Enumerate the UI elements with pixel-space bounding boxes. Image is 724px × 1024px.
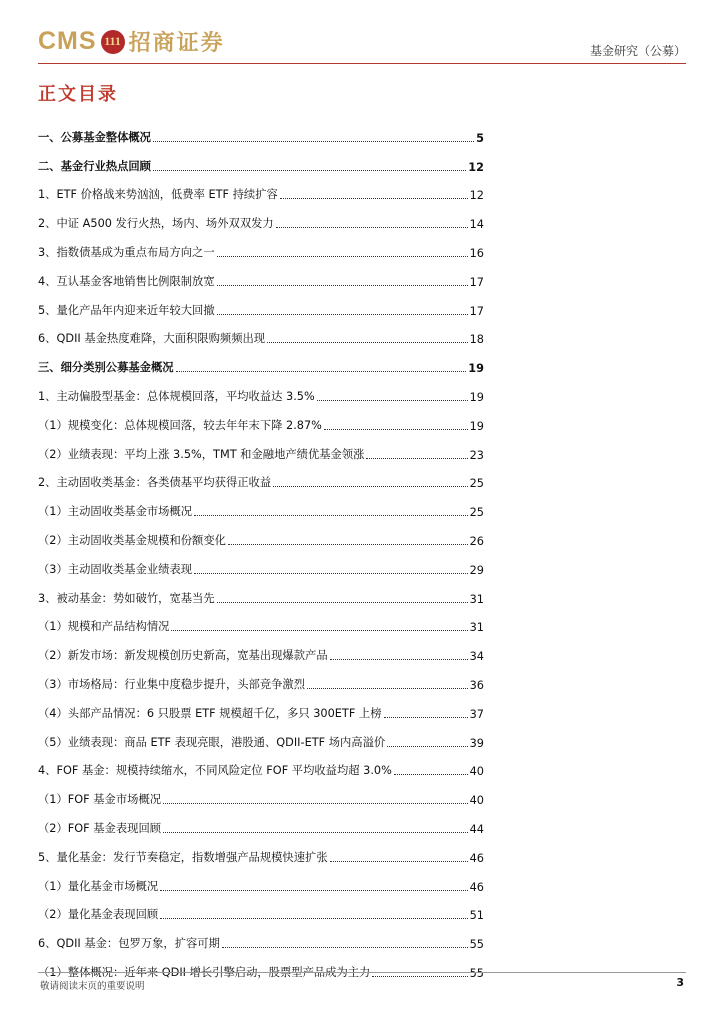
toc-entry[interactable] — [38, 721, 484, 750]
toc-leader-dots — [280, 198, 468, 199]
toc-entry-label: 5、量化基金：发行节奏稳定，指数增强产品规模快速扩张 — [38, 850, 328, 864]
toc-entry[interactable] — [38, 865, 484, 894]
toc-entry[interactable] — [38, 634, 484, 663]
toc-entry-label: 6、QDII 基金热度难降，大面积限购频频出现 — [38, 332, 266, 346]
toc-entry-label: （2）主动固收类基金规模和份额变化 — [38, 533, 226, 547]
toc-entry-label: 三、细分类别公募基金概况 — [38, 361, 174, 375]
toc-entry-page: 26 — [469, 534, 484, 548]
toc-leader-dots — [273, 486, 467, 487]
toc-leader-dots — [387, 746, 467, 747]
footer-divider — [38, 972, 686, 973]
toc-leader-dots — [330, 861, 468, 862]
page-header — [38, 22, 686, 64]
toc-entry-page: 18 — [469, 333, 484, 347]
toc-entry-label: （5）业绩表现：商品 ETF 表现亮眼，港股通、QDII-ETF 场内高溢价 — [38, 735, 386, 749]
toc-entry[interactable] — [38, 548, 484, 577]
toc-entry-page: 31 — [469, 592, 484, 606]
toc-title: 正文目录 — [38, 84, 118, 105]
toc-entry[interactable] — [38, 346, 484, 375]
toc-leader-dots — [217, 256, 468, 257]
toc-leader-dots — [163, 832, 468, 833]
toc-leader-dots — [153, 141, 474, 142]
toc-leader-dots — [228, 544, 468, 545]
toc-leader-dots — [366, 458, 467, 459]
toc-leader-dots — [222, 947, 468, 948]
toc-entry-label: 2、中证 A500 发行火热，场内、场外双双发力 — [38, 217, 274, 231]
toc-leader-dots — [194, 515, 468, 516]
toc-leader-dots — [267, 342, 468, 343]
toc-entry-page: 16 — [469, 246, 484, 260]
toc-entry-page: 37 — [469, 707, 484, 721]
toc-entry[interactable] — [38, 433, 484, 462]
toc-entry[interactable] — [38, 663, 484, 692]
header-divider — [38, 63, 686, 64]
toc-entry-page: 44 — [469, 822, 484, 836]
toc-entry-label: 4、FOF 基金：规模持续缩水，不同风险定位 FOF 平均收益均超 3.0% — [38, 764, 392, 778]
toc-entry[interactable] — [38, 202, 484, 231]
toc-entry[interactable] — [38, 318, 484, 347]
toc-entry-page: 23 — [469, 448, 484, 462]
toc-entry-label: （1）规模变化：总体规模回落，较去年年末下降 2.87% — [38, 418, 322, 432]
toc-leader-dots — [171, 630, 467, 631]
toc-leader-dots — [330, 659, 468, 660]
logo-emblem-icon: 111 — [101, 30, 125, 54]
toc-entry-label: （1）整体概况：近年来 QDII 增长引擎启动，股票型产品成为主力 — [38, 965, 371, 979]
toc-entry[interactable] — [38, 490, 484, 519]
toc-entry-page: 25 — [469, 477, 484, 491]
company-logo — [38, 26, 225, 57]
toc-entry[interactable] — [38, 145, 484, 174]
toc-entry-page: 55 — [469, 966, 484, 980]
toc-entry-label: （1）主动固收类基金市场概况 — [38, 505, 193, 519]
toc-entry-label: 二、基金行业热点回顾 — [38, 159, 151, 173]
toc-entry-label: （2）FOF 基金表现回顾 — [38, 821, 162, 835]
toc-entry-page: 14 — [469, 218, 484, 232]
toc-leader-dots — [176, 371, 467, 372]
toc-entry-label: （4）头部产品情况：6 只股票 ETF 规模超千亿，多只 300ETF 上榜 — [38, 706, 382, 720]
toc-leader-dots — [217, 285, 468, 286]
toc-entry-label: 6、QDII 基金：包罗万象，扩容可期 — [38, 937, 220, 951]
toc-entry-label: 一、公募基金整体概况 — [38, 130, 151, 144]
toc-entry-page: 39 — [469, 736, 484, 750]
toc-entry-label: 3、被动基金：势如破竹，宽基当先 — [38, 591, 215, 605]
toc-entry[interactable] — [38, 289, 484, 318]
toc-entry[interactable] — [38, 375, 484, 404]
toc-leader-dots — [160, 918, 467, 919]
toc-entry[interactable] — [38, 951, 484, 980]
toc-entry-page: 19 — [468, 362, 484, 376]
toc-leader-dots — [384, 717, 468, 718]
toc-leader-dots — [194, 573, 468, 574]
toc-entry-page: 40 — [469, 794, 484, 808]
table-of-contents — [38, 116, 484, 980]
toc-entry-label: （2）量化基金表现回顾 — [38, 908, 159, 922]
toc-entry-label: （2）业绩表现：平均上涨 3.5%，TMT 和金融地产绩优基金领涨 — [38, 447, 365, 461]
report-type: 基金研究（公募） — [589, 44, 686, 58]
toc-entry-label: （3）主动固收类基金业绩表现 — [38, 562, 193, 576]
toc-entry-label: （1）FOF 基金市场概况 — [38, 793, 162, 807]
page-number: 3 — [676, 976, 684, 989]
toc-entry-page: 40 — [469, 765, 484, 779]
toc-leader-dots — [163, 803, 468, 804]
toc-entry[interactable] — [38, 174, 484, 203]
toc-entry-page: 46 — [469, 851, 484, 865]
toc-entry[interactable] — [38, 260, 484, 289]
toc-entry[interactable] — [38, 404, 484, 433]
toc-entry-page: 19 — [469, 390, 484, 404]
toc-entry[interactable] — [38, 922, 484, 951]
toc-entry-page: 36 — [469, 678, 484, 692]
toc-entry-page: 46 — [469, 880, 484, 894]
toc-entry-label: 5、量化产品年内迎来近年较大回撤 — [38, 303, 215, 317]
toc-entry[interactable] — [38, 462, 484, 491]
toc-entry[interactable] — [38, 231, 484, 260]
toc-entry-page: 12 — [469, 189, 484, 203]
logo-company-name: 招商证券 — [128, 31, 225, 56]
toc-entry-page: 5 — [476, 131, 484, 145]
toc-entry[interactable] — [38, 778, 484, 807]
toc-entry[interactable] — [38, 750, 484, 779]
toc-entry-page: 55 — [469, 938, 484, 952]
toc-entry-label: 3、指数债基成为重点布局方向之一 — [38, 245, 215, 259]
toc-leader-dots — [324, 429, 468, 430]
toc-entry-label: 2、主动固收类基金：各类债基平均获得正收益 — [38, 476, 272, 490]
toc-leader-dots — [160, 890, 467, 891]
toc-entry-page: 17 — [469, 275, 484, 289]
toc-entry-label: （3）市场格局：行业集中度稳步提升，头部竞争激烈 — [38, 677, 306, 691]
toc-entry[interactable] — [38, 692, 484, 721]
toc-entry-page: 29 — [469, 563, 484, 577]
footer-disclaimer: 敬请阅读末页的重要说明 — [40, 981, 145, 992]
toc-entry-page: 25 — [469, 506, 484, 520]
toc-leader-dots — [372, 976, 467, 977]
toc-leader-dots — [307, 688, 468, 689]
toc-entry[interactable] — [38, 807, 484, 836]
toc-entry-label: 1、ETF 价格战来势汹汹，低费率 ETF 持续扩容 — [38, 188, 278, 202]
toc-entry[interactable] — [38, 577, 484, 606]
toc-leader-dots — [317, 400, 468, 401]
toc-entry[interactable] — [38, 836, 484, 865]
toc-entry-label: （1）量化基金市场概况 — [38, 879, 159, 893]
toc-leader-dots — [217, 602, 468, 603]
toc-entry-page: 51 — [469, 909, 484, 923]
toc-entry[interactable] — [38, 606, 484, 635]
toc-entry[interactable] — [38, 894, 484, 923]
toc-entry-page: 19 — [469, 419, 484, 433]
toc-entry-page: 34 — [469, 650, 484, 664]
toc-leader-dots — [153, 170, 466, 171]
toc-entry-page: 17 — [469, 304, 484, 318]
toc-entry-page: 12 — [468, 160, 484, 174]
toc-entry-label: 4、互认基金客地销售比例限制放宽 — [38, 274, 215, 288]
toc-entry-page: 31 — [469, 621, 484, 635]
logo-cms-text: CMS — [38, 27, 97, 55]
toc-entry[interactable] — [38, 519, 484, 548]
toc-entry-label: （1）规模和产品结构情况 — [38, 620, 170, 634]
toc-leader-dots — [276, 227, 468, 228]
toc-entry[interactable] — [38, 116, 484, 145]
toc-leader-dots — [217, 314, 468, 315]
toc-leader-dots — [394, 774, 468, 775]
toc-entry-label: 1、主动偏股型基金：总体规模回落，平均收益达 3.5% — [38, 389, 315, 403]
toc-entry-label: （2）新发市场：新发规模创历史新高，宽基出现爆款产品 — [38, 649, 328, 663]
